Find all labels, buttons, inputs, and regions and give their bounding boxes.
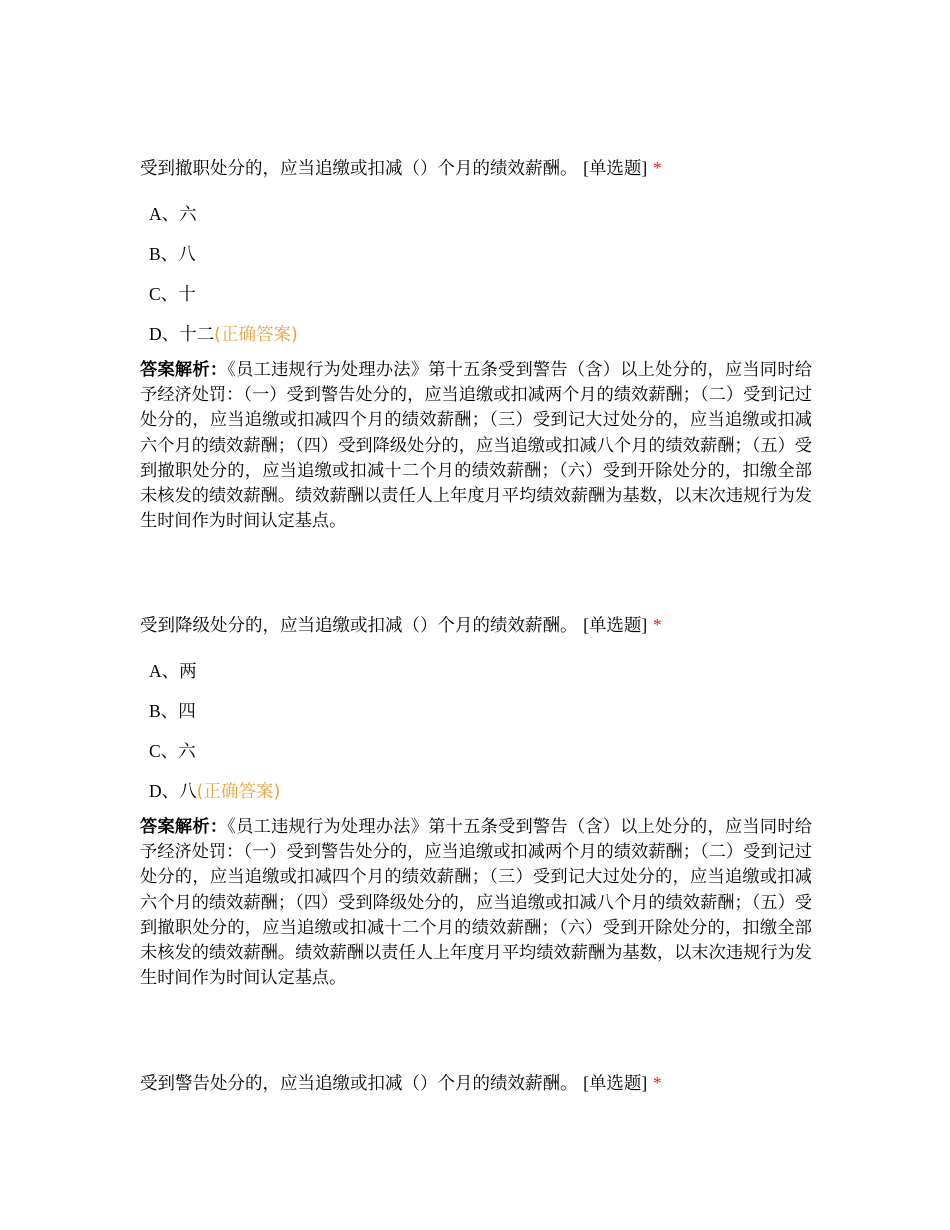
option-list bbox=[149, 659, 812, 803]
option-text: 十 bbox=[178, 285, 196, 305]
question-1 bbox=[140, 156, 812, 534]
question-text: 受到降级处分的，应当追缴或扣减（）个月的绩效薪酬。 bbox=[140, 616, 578, 636]
option-text: 六 bbox=[179, 205, 197, 225]
required-mark: * bbox=[652, 158, 662, 178]
option-letter: D、 bbox=[149, 324, 180, 344]
option-a bbox=[149, 202, 812, 226]
question-2 bbox=[140, 613, 812, 991]
option-b bbox=[149, 699, 812, 723]
option-b bbox=[149, 242, 812, 266]
answer-analysis bbox=[140, 358, 812, 534]
question-title bbox=[140, 156, 812, 180]
question-type-label: [单选题] bbox=[583, 615, 648, 635]
question-title bbox=[140, 613, 812, 637]
answer-analysis bbox=[140, 815, 812, 991]
option-c bbox=[149, 739, 812, 763]
option-letter: C、 bbox=[149, 284, 179, 304]
option-list bbox=[149, 202, 812, 346]
required-mark: * bbox=[652, 615, 662, 635]
option-text: 十二 bbox=[179, 325, 215, 345]
required-mark: * bbox=[652, 1073, 662, 1093]
correct-answer-tag: (正确答案) bbox=[214, 325, 298, 345]
option-text: 两 bbox=[179, 662, 197, 682]
question-text: 受到撤职处分的，应当追缴或扣减（）个月的绩效薪酬。 bbox=[140, 159, 578, 179]
analysis-label: 答案解析： bbox=[140, 360, 228, 380]
option-d bbox=[149, 779, 812, 803]
analysis-text: 《员工违规行为处理办法》第十五条受到警告（含）以上处分的，应当同时给予经济处罚：（一）受到警告处分的，应当追缴或扣减两个月的绩效薪酬；（二）受到记过处分的，应当追缴或扣减四个月的绩效薪酬；（三）受到记大过处分的，应当追缴或扣减六个月的绩效薪酬；（四）受到降级处分的，应当追缴或扣减八个月的绩效薪酬；（五）受到撤职处分的，应当追缴或扣减十二个月的绩效薪酬；（六）受到开除处分的，扣缴全部未核发的绩效薪酬。绩效薪酬以责任人上年度月平均绩效薪酬为基数，以末次违规行为发生时间作为时间认定基点。 bbox=[140, 817, 812, 989]
analysis-text: 《员工违规行为处理办法》第十五条受到警告（含）以上处分的，应当同时给予经济处罚：（一）受到警告处分的，应当追缴或扣减两个月的绩效薪酬；（二）受到记过处分的，应当追缴或扣减四个月的绩效薪酬；（三）受到记大过处分的，应当追缴或扣减六个月的绩效薪酬；（四）受到降级处分的，应当追缴或扣减八个月的绩效薪酬；（五）受到撤职处分的，应当追缴或扣减十二个月的绩效薪酬；（六）受到开除处分的，扣缴全部未核发的绩效薪酬。绩效薪酬以责任人上年度月平均绩效薪酬为基数，以末次违规行为发生时间作为时间认定基点。 bbox=[140, 360, 812, 532]
correct-answer-tag: (正确答案) bbox=[196, 782, 281, 802]
question-text: 受到警告处分的，应当追缴或扣减（）个月的绩效薪酬。 bbox=[140, 1074, 578, 1094]
question-3 bbox=[140, 1071, 812, 1095]
option-letter: C、 bbox=[149, 741, 179, 761]
option-a bbox=[149, 659, 812, 683]
option-c bbox=[149, 282, 812, 306]
option-text: 六 bbox=[178, 742, 196, 762]
option-text: 八 bbox=[179, 782, 197, 802]
analysis-label: 答案解析： bbox=[140, 817, 228, 837]
option-letter: B、 bbox=[149, 701, 179, 721]
question-type-label: [单选题] bbox=[583, 158, 648, 178]
option-d bbox=[149, 322, 812, 346]
question-title bbox=[140, 1071, 812, 1095]
option-text: 四 bbox=[178, 702, 196, 722]
option-text: 八 bbox=[178, 245, 196, 265]
option-letter: A、 bbox=[149, 661, 180, 681]
question-type-label: [单选题] bbox=[583, 1073, 648, 1093]
option-letter: D、 bbox=[149, 781, 180, 801]
option-letter: B、 bbox=[149, 244, 179, 264]
option-letter: A、 bbox=[149, 204, 180, 224]
